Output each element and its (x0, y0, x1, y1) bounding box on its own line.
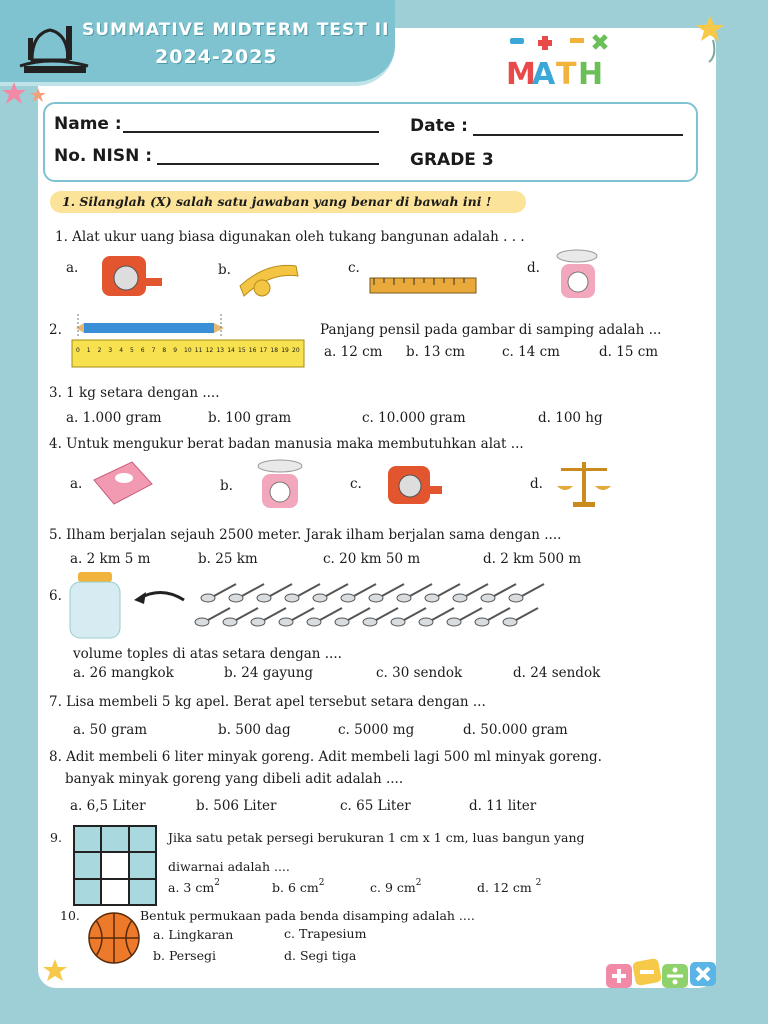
star-icon (42, 958, 68, 984)
kitchen-scale-icon-2 (254, 458, 304, 512)
date-label: Date : (410, 116, 468, 136)
q7-option-c[interactable]: c. 5000 mg (338, 722, 415, 738)
spoon-handle (516, 608, 538, 620)
q2-option-b[interactable]: b. 13 cm (406, 344, 466, 360)
ruler-tick-label: 6 (140, 347, 145, 354)
q1-option-a[interactable]: a. (66, 260, 79, 276)
q4-option-b[interactable]: b. (220, 478, 233, 494)
ruler-tick-label: 13 (216, 347, 225, 354)
grid-cell (74, 852, 101, 878)
ruler-tick-label: 17 (259, 347, 268, 354)
spoon-icon (391, 618, 405, 626)
ruler-tick-label: 0 (76, 347, 80, 354)
measuring-tape-roll-icon (236, 256, 302, 302)
q5-option-d[interactable]: d. 2 km 500 m (483, 551, 582, 567)
q9-text-line2: diwarnai adalah .... (168, 859, 290, 874)
q9-number: 9. (50, 830, 62, 845)
q5-text: 5. Ilham berjalan sejauh 2500 meter. Jarak ilham berjalan sama dengan .... (49, 527, 562, 543)
ruler-tick-label: 3 (108, 347, 113, 354)
spoon-icon (229, 594, 243, 602)
q6-option-d[interactable]: d. 24 sendok (513, 665, 601, 681)
spoon-icon (257, 594, 271, 602)
q10-text: Bentuk permukaan pada benda disamping adalah .... (140, 908, 475, 923)
q3-option-d[interactable]: d. 100 hg (538, 410, 603, 426)
spoon-icon (397, 594, 411, 602)
q10-option-d[interactable]: d. Segi tiga (284, 948, 357, 963)
spoon-icon (475, 618, 489, 626)
spoon-icon (509, 594, 523, 602)
test-year: 2024-2025 (155, 46, 278, 68)
ruler-tick-label: 9 (173, 347, 178, 354)
basketball-icon (86, 912, 142, 964)
ruler-tick-label: 2 (97, 347, 102, 354)
student-info-box (43, 102, 698, 182)
q3-text: 3. 1 kg setara dengan .... (49, 385, 220, 401)
bathroom-scale-icon (92, 460, 154, 506)
school-logo-icon (10, 8, 92, 78)
q6-option-a[interactable]: a. 26 mangkok (73, 665, 174, 681)
ruler-tick-label: 1 (86, 347, 91, 354)
q10-number: 10. (60, 908, 80, 923)
name-field[interactable] (123, 131, 379, 133)
spoon-icon (363, 618, 377, 626)
q9-option-c[interactable]: c. 9 $cm^2$ (370, 878, 422, 895)
q2-option-c[interactable]: c. 14 cm (502, 344, 560, 360)
spoon-icon (313, 594, 327, 602)
q3-option-b[interactable]: b. 100 gram (208, 410, 292, 426)
spoon-icon (481, 594, 495, 602)
grid-cell (101, 826, 128, 852)
spoon-icon (307, 618, 321, 626)
grid-cell (101, 879, 128, 905)
q7-option-a[interactable]: a. 50 gram (73, 722, 148, 738)
math-logo-icon (502, 34, 612, 90)
jar-icon (68, 570, 122, 640)
q3-option-a[interactable]: a. 1.000 gram (66, 410, 162, 426)
spoon-icon (419, 618, 433, 626)
q10-option-a[interactable]: a. Lingkaran (153, 927, 234, 942)
svg-text:A: A (532, 57, 556, 92)
spoon-icon (201, 594, 215, 602)
ruler-tick-label: 14 (227, 347, 235, 354)
q10-option-c[interactable]: c. Trapesium (284, 926, 367, 941)
balance-scale-icon (555, 458, 613, 510)
smiley-star-icon (695, 14, 729, 66)
q6-option-b[interactable]: b. 24 gayung (224, 665, 314, 681)
grid-cell (74, 826, 101, 852)
nisn-label: No. NISN : (54, 146, 153, 166)
tape-measure-icon (92, 250, 162, 302)
spoon-icon (251, 618, 265, 626)
svg-text:H: H (578, 57, 604, 92)
q7-text: 7. Lisa membeli 5 kg apel. Berat apel tersebut setara dengan ... (49, 694, 486, 710)
spoon-icon (341, 594, 355, 602)
ruler-tick-label: 10 (184, 347, 192, 354)
q7-option-d[interactable]: d. 50.000 gram (463, 722, 568, 738)
svg-text:M: M (506, 57, 536, 92)
ruler-tick-label: 18 (270, 347, 279, 354)
spoon-icon (223, 618, 237, 626)
grid-cell (74, 879, 101, 905)
q2-option-d[interactable]: d. 15 cm (599, 344, 659, 360)
q8-option-c[interactable]: c. 65 Liter (340, 798, 411, 814)
star-decoration-icon (0, 80, 50, 110)
q8-option-d[interactable]: d. 11 liter (469, 798, 537, 814)
q6-number: 6. (49, 588, 62, 604)
q5-option-a[interactable]: a. 2 km 5 m (70, 551, 151, 567)
q5-option-b[interactable]: b. 25 km (198, 551, 258, 567)
q1-option-b[interactable]: b. (218, 262, 231, 278)
q5-option-c[interactable]: c. 20 km 50 m (323, 551, 421, 567)
grid-cell (129, 826, 156, 852)
tape-measure-icon-2 (382, 460, 442, 512)
nisn-field[interactable] (157, 163, 379, 165)
grid-cell (129, 852, 156, 878)
grade-label: GRADE 3 (410, 150, 494, 170)
ruler-tick-label: 12 (205, 347, 214, 354)
instruction-banner: 1. Silanglah (X) salah satu jawaban yang benar di bawah ini ! (50, 191, 526, 213)
q9-option-a[interactable]: a. 3 $cm^2$ (168, 878, 220, 895)
q2-text: Panjang pensil pada gambar di samping adalah ... (320, 322, 662, 338)
spoon-icon (447, 618, 461, 626)
q4-option-a[interactable]: a. (70, 476, 83, 492)
q9-text-line1: Jika satu petak persegi berukuran 1 cm x 1 cm, luas bangun yang (168, 830, 585, 845)
q6-option-c[interactable]: c. 30 sendok (376, 665, 463, 681)
q8-option-a[interactable]: a. 6,5 Liter (70, 798, 146, 814)
spoon-icon (335, 618, 349, 626)
q1-text: 1. Alat ukur uang biasa digunakan oleh tukang bangunan adalah . . . (55, 229, 525, 245)
spoon-icon (195, 618, 209, 626)
spoon-icon (425, 594, 439, 602)
pencil-ruler-figure (72, 314, 304, 368)
spoon-icon (369, 594, 383, 602)
svg-text:T: T (556, 57, 577, 92)
ruler-tick-label: 11 (194, 347, 203, 354)
q3-option-c[interactable]: c. 10.000 gram (362, 410, 466, 426)
q2-number: 2. (49, 322, 62, 338)
arrow-left-icon (132, 586, 188, 608)
q8-text-line1: 8. Adit membeli 6 liter minyak goreng. Adit membeli lagi 500 ml minyak goreng. (49, 749, 602, 765)
q10-option-b[interactable]: b. Persegi (153, 948, 216, 963)
q8-text-line2: banyak minyak goreng yang dibeli adit adalah .... (65, 771, 404, 787)
spoons-figure (192, 578, 537, 636)
grid-cell (129, 879, 156, 905)
q2-option-a[interactable]: a. 12 cm (324, 344, 383, 360)
ruler-tick-label: 19 (281, 347, 289, 354)
ruler-tick-label: 4 (119, 347, 124, 354)
q4-text: 4. Untuk mengukur berat badan manusia maka membutuhkan alat ... (49, 436, 524, 452)
q1-option-d[interactable]: d. (527, 260, 540, 276)
q4-option-d[interactable]: d. (530, 476, 543, 492)
ruler-icon (370, 278, 476, 294)
q9-option-d[interactable]: d. 12 cm $^2$ (477, 878, 542, 895)
ruler-tick-label: 16 (248, 347, 257, 354)
ruler-tick-label: 8 (162, 347, 167, 354)
q9-option-b[interactable]: b. 6 $cm^2$ (272, 878, 325, 895)
q1-option-c[interactable]: c. (348, 260, 360, 276)
ruler-tick-label: 20 (292, 347, 300, 354)
spoon-icon (279, 618, 293, 626)
header-banner (0, 0, 395, 86)
ruler-tick-label: 15 (238, 347, 246, 354)
q6-text: volume toples di atas setara dengan .... (73, 646, 342, 662)
spoon-icon (453, 594, 467, 602)
q7-option-b[interactable]: b. 500 dag (218, 722, 291, 738)
name-label: Name : (54, 114, 122, 134)
q8-option-b[interactable]: b. 506 Liter (196, 798, 277, 814)
spoon-icon (285, 594, 299, 602)
grid-cell (101, 852, 128, 878)
math-symbols-icon (604, 958, 720, 992)
spoon-icon (503, 618, 517, 626)
date-field[interactable] (473, 134, 683, 136)
kitchen-scale-icon (553, 248, 601, 302)
ruler-tick-label: 7 (151, 347, 156, 354)
q4-option-c[interactable]: c. (350, 476, 362, 492)
test-title: SUMMATIVE MIDTERM TEST II (82, 20, 390, 40)
ruler-tick-label: 5 (130, 347, 134, 354)
square-grid-figure (73, 825, 157, 906)
